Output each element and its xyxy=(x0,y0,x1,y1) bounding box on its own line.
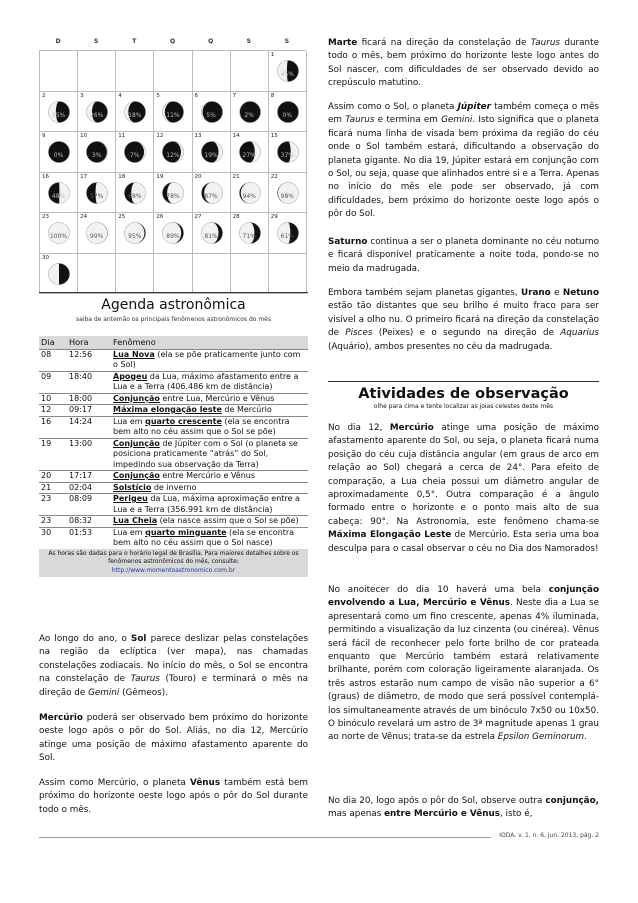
illumination-percent: 94% xyxy=(242,192,256,200)
calendar-day-cell xyxy=(40,213,78,254)
header-fenomeno: Fenômeno xyxy=(111,336,308,349)
weekday-label: S xyxy=(284,38,290,45)
illumination-percent: 45% xyxy=(280,71,294,78)
moon-phase-calendar xyxy=(39,38,306,294)
day-number: 19 xyxy=(156,173,164,180)
event-day: 19 xyxy=(39,438,67,471)
day-number: 12 xyxy=(156,133,164,139)
day-number: 29 xyxy=(270,214,278,220)
table-row xyxy=(39,393,308,405)
table-row xyxy=(39,349,308,371)
elongation-paragraph: No dia 12, Mercúrio atinge uma posição de máximo afastamento aparente do Sol, ou seja, o planeta ficará numa posição do céu cuja distância angular (em graus de arco em relação ao Sol) chegará a cerca de 24°. Para efeito de comparação, a Lua cheia possui um diâmetro angular de aproximadamente 0,5°. Outra comparação é a ângulo formado entre o horizonte e o ponto mais alto de sua cabeça: 90°. Na Astronomia, este fenômeno chama-se Máxima Elongação Leste de Mercúrio. Esta seria uma boa desculpa para o casal observar o céu no Dia dos Namorados! xyxy=(328,423,599,554)
table-row xyxy=(39,438,308,471)
uranus-neptune-paragraph: Embora também sejam planetas gigantes, Urano e Netuno estão tão distantes que seu brilho é muito fraco para ser visível a olho nu. O primeiro ficará na direção da constelação de Pisces (Peixes) e o segundo na direção de Aquarius (Aquário), ambos presentes no céu da madrugada. xyxy=(328,288,600,352)
activities-subtitle: olhe para cima e tente localizar as joias celestes deste mês xyxy=(373,403,554,410)
calendar-day-cell xyxy=(154,254,192,295)
table-row xyxy=(39,371,308,393)
illumination-percent: 61% xyxy=(280,233,294,240)
weekday-label: S xyxy=(94,38,99,45)
conjunction-20-paragraph: No dia 20, logo após o pôr do Sol, observe outra conjunção, mas apenas entre Mercúrio e Vênus, isto é, xyxy=(328,796,599,820)
day-number: 8 xyxy=(270,92,275,99)
jupiter-paragraph: Assim como o Sol, o planeta Júpiter também começa o mês em Taurus e termina em Gemini. Isto significa que o planeta ficará numa linha de visada bem próxima da região do céu onde o Sol também estará, dificultando a observação do planeta gigante. No dia 19, Júpiter estará em conjunção com o Sol, ou seja, quase que alinhados entre si e a Terra. Apenas no início do mês ele pode ser observado, já com dificuldades, bem próximo do horizonte oeste logo após o pôr do Sol. xyxy=(328,102,599,220)
calendar-day-cell xyxy=(193,173,231,214)
event-day: 21 xyxy=(39,482,67,494)
event-day: 10 xyxy=(39,393,67,405)
event-day: 12 xyxy=(39,405,67,417)
illumination-percent: 2% xyxy=(244,111,254,119)
event-description: Solstício de inverno xyxy=(111,482,308,494)
agenda-subtitle: saiba de antemão os principais fenômenos astronômicos do mês xyxy=(75,316,271,323)
day-number: 22 xyxy=(270,173,278,180)
calendar-day-cell xyxy=(154,51,192,92)
calendar-day-cell xyxy=(116,173,154,214)
agenda-title: Agenda astronômica xyxy=(101,297,246,313)
calendar-day-cell xyxy=(78,51,116,92)
day-number: 6 xyxy=(194,92,198,99)
header-hora: Hora xyxy=(67,336,111,349)
mercury-paragraph: Mercúrio poderá ser observado bem próximo do horizonte oeste logo após o pôr do Sol. Aliás, no dia 12, Mercúrio atinge uma posição de máximo afastamento aparente do Sol. xyxy=(39,713,308,764)
illumination-percent: 26% xyxy=(90,111,104,119)
table-row xyxy=(39,527,308,549)
calendar-day-cell xyxy=(116,132,154,173)
activities-title: Atividades de observação xyxy=(358,386,569,402)
calendar-day-cell xyxy=(231,254,269,295)
event-time: 14:24 xyxy=(67,416,111,438)
mars-paragraph: Marte ficará na direção da constelação de Taurus durante todo o mês, bem próximo do horizonte leste logo antes do Sol nascer, com dificuldades de ser observado devido ao crepúsculo matutino. xyxy=(328,38,599,89)
event-description: Lua Nova (ela se põe praticamente junto com o Sol) xyxy=(111,349,308,371)
page-footer xyxy=(39,832,599,839)
illumination-percent: 99% xyxy=(90,233,104,240)
illumination-percent: 68% xyxy=(128,192,142,200)
event-day: 09 xyxy=(39,371,67,393)
day-number: 18 xyxy=(118,173,126,180)
event-time: 12:56 xyxy=(67,349,111,371)
events-table xyxy=(39,336,308,549)
header-dia: Dia xyxy=(39,336,67,349)
event-description: Perigeu da Lua, máxima aproximação entre a Lua e a Terra (356.991 km de distância) xyxy=(111,494,308,516)
illumination-percent: 19% xyxy=(204,152,218,159)
illumination-percent: 7% xyxy=(130,152,140,159)
illumination-percent: 100% xyxy=(49,233,68,240)
calendar-grid xyxy=(39,50,306,294)
event-time: 08:32 xyxy=(67,516,111,528)
day-number: 4 xyxy=(118,92,122,99)
weekday-label: Q xyxy=(208,38,214,45)
day-number: 7 xyxy=(232,92,237,99)
event-time: 18:00 xyxy=(67,393,111,405)
calendar-day-cell xyxy=(269,254,307,295)
footer-citation: IODA, v. 1, n. 6, jun. 2013, pág. 2 xyxy=(499,832,599,839)
day-number: 24 xyxy=(80,214,88,220)
day-number: 5 xyxy=(156,92,160,99)
calendar-day-cell xyxy=(231,92,269,133)
day-number: 25 xyxy=(118,214,126,220)
calendar-day-cell xyxy=(78,92,116,133)
illumination-percent: 0% xyxy=(282,111,293,119)
calendar-day-cell xyxy=(78,132,116,173)
calendar-day-cell xyxy=(269,173,307,214)
event-description: Máxima elongação leste de Mercúrio xyxy=(111,405,308,417)
event-time: 08:09 xyxy=(67,494,111,516)
calendar-day-cell xyxy=(116,51,154,92)
event-day: 30 xyxy=(39,527,67,549)
calendar-day-cell xyxy=(231,213,269,254)
event-time: 02:04 xyxy=(67,482,111,494)
day-number: 11 xyxy=(118,133,126,139)
event-description: Lua em quarto minguante (ela se encontra bem alto no céu assim que o Sol nasce) xyxy=(111,527,308,549)
table-row xyxy=(39,482,308,494)
event-day: 16 xyxy=(39,416,67,438)
day-number: 17 xyxy=(80,173,88,180)
illumination-percent: 48% xyxy=(51,192,66,200)
day-number: 23 xyxy=(42,214,49,220)
calendar-day-cell xyxy=(231,51,269,92)
calendar-day-cell xyxy=(269,51,307,92)
activities-header xyxy=(328,381,599,410)
calendar-day-cell xyxy=(154,92,192,133)
event-day: 08 xyxy=(39,349,67,371)
weekday-label: T xyxy=(132,38,137,45)
calendar-day-cell xyxy=(193,254,231,295)
calendar-day-cell xyxy=(154,213,192,254)
illumination-percent: 5% xyxy=(206,111,216,119)
event-description: Lua Cheia (ela nasce assim que o Sol se põe) xyxy=(111,516,308,528)
day-number: 9 xyxy=(42,133,46,139)
day-number: 13 xyxy=(194,133,202,139)
calendar-day-cell xyxy=(40,132,78,173)
illumination-percent: 12% xyxy=(166,152,180,159)
calendar-day-cell xyxy=(269,213,307,254)
weekday-label: Q xyxy=(169,38,176,45)
calendar-day-cell xyxy=(40,92,78,133)
event-description: Conjunção entre Mercúrio e Vênus xyxy=(111,471,308,483)
illumination-percent: 27% xyxy=(242,152,256,159)
saturn-paragraph: Saturno continua a ser o planeta dominante no céu noturno e ficará disponível praticamente a noite toda, pondo-se no meio da madrugada. xyxy=(328,237,599,274)
calendar-day-cell xyxy=(116,213,154,254)
calendar-day-cell xyxy=(193,132,231,173)
calendar-day-cell xyxy=(193,213,231,254)
illumination-percent: 57% xyxy=(90,192,104,200)
event-time: 01:53 xyxy=(67,527,111,549)
day-number: 28 xyxy=(232,214,240,220)
event-description: Conjunção de Júpiter com o Sol (o planeta se posiciona praticamente “atrás” do Sol, impedindo sua observação da Terra) xyxy=(111,438,308,471)
day-number: 16 xyxy=(42,173,49,180)
calendar-day-cell xyxy=(231,132,269,173)
event-day: 23 xyxy=(39,494,67,516)
illumination-percent: 95% xyxy=(128,233,142,240)
calendar-day-cell xyxy=(193,51,231,92)
illumination-percent: 78% xyxy=(166,192,180,200)
illumination-percent: 98% xyxy=(280,192,294,200)
day-number: 15 xyxy=(270,133,278,139)
event-time: 13:00 xyxy=(67,438,111,471)
illumination-percent: 87% xyxy=(204,192,218,200)
event-description: Lua em quarto crescente (ela se encontra bem alto no céu assim que o Sol se põe) xyxy=(111,416,308,438)
illumination-percent: 81% xyxy=(204,233,218,240)
table-row xyxy=(39,416,308,438)
illumination-percent: 71% xyxy=(242,233,256,240)
calendar-day-cell xyxy=(231,173,269,214)
illumination-percent: 35% xyxy=(51,111,66,119)
calendar-day-cell xyxy=(269,92,307,133)
event-time: 17:17 xyxy=(67,471,111,483)
day-number: 21 xyxy=(232,173,240,180)
illumination-percent: 0% xyxy=(53,152,64,159)
website-link[interactable]: http://www.momentoastronomico.com.br xyxy=(111,566,236,574)
agenda-section xyxy=(39,292,308,577)
table-row xyxy=(39,471,308,483)
moon-phase-icon xyxy=(48,263,70,285)
calendar-day-cell xyxy=(78,213,116,254)
sun-paragraph: Ao longo do ano, o Sol parece deslizar pelas constelações na região da eclíptica (ver mapa), nas chamadas constelações zodiacais. No início do mês, o Sol se encontra na constelação de Taurus (Touro) e terminará o mês na direção de Gemini (Gêmeos). xyxy=(39,634,308,698)
day-number: 20 xyxy=(194,173,202,180)
calendar-day-cell xyxy=(193,92,231,133)
note-text: As horas são dadas para o horário legal de Brasília. Para maiores detalhes sobre os fenômenos astronômicos do mês, consulte: xyxy=(48,549,299,565)
calendar-day-cell xyxy=(154,132,192,173)
calendar-day-cell xyxy=(78,254,116,295)
calendar-day-cell xyxy=(116,254,154,295)
day-number: 2 xyxy=(42,92,46,99)
calendar-day-cell xyxy=(40,51,78,92)
calendar-day-cell xyxy=(78,173,116,214)
day-number: 14 xyxy=(232,133,240,139)
calendar-day-cell xyxy=(116,92,154,133)
illumination-percent: 11% xyxy=(166,111,180,119)
illumination-percent: 18% xyxy=(128,111,142,119)
conjunction-paragraph: No anoitecer do dia 10 haverá uma bela conjunção envolvendo a Lua, Mercúrio e Vênus. Neste dia a Lua se apresentará como um fino crescente, apenas 4% iluminada, permitindo a visualização da luz cinzenta (ou cinérea). Vênus será fácil de reconhecer pelo forte brilho de cor prateada enquanto que Mercúrio também estará relativamente brilhante, porém com coloração ligeiramente alaranjada. Os três astros estarão num campo de visão não superior a 6° (graus) de diâmetro, de modo que será possível contemplá-los simultaneamente através de um binóculo 7x50 ou 10x50. O binóculo revelará um astro de 3ª magnitude apenas 1 grau ao norte de Vênus; trata-se da estrela Epsilon Geminorum. xyxy=(328,585,599,743)
day-number: 27 xyxy=(194,214,202,220)
day-number: 30 xyxy=(42,254,49,261)
event-time: 18:40 xyxy=(67,371,111,393)
calendar-day-cell xyxy=(269,132,307,173)
day-number: 3 xyxy=(80,92,84,99)
illumination-percent: 37% xyxy=(280,152,294,159)
event-day: 23 xyxy=(39,516,67,528)
weekday-header xyxy=(39,38,306,50)
event-description: Apogeu da Lua, máximo afastamento entre a Lua e a Terra (406.486 km de distância) xyxy=(111,371,308,393)
table-row xyxy=(39,494,308,516)
weekday-label: S xyxy=(246,38,251,45)
event-time: 09:17 xyxy=(67,405,111,417)
day-number: 10 xyxy=(80,133,88,139)
calendar-day-cell xyxy=(40,173,78,214)
weekday-label: D xyxy=(55,38,61,45)
day-number: 1 xyxy=(270,52,275,58)
illumination-percent: 3% xyxy=(91,152,102,159)
day-number: 26 xyxy=(156,214,164,220)
illumination-percent: 89% xyxy=(166,233,180,240)
event-description: Conjunção entre Lua, Mercúrio e Vênus xyxy=(111,393,308,405)
venus-paragraph: Assim como Mercúrio, o planeta Vênus também está bem próximo do horizonte oeste logo após o pôr do Sol durante todo o mês. xyxy=(39,778,308,815)
calendar-day-cell xyxy=(154,173,192,214)
agenda-note xyxy=(39,549,308,578)
table-row xyxy=(39,405,308,417)
table-row xyxy=(39,516,308,528)
calendar-day-cell xyxy=(40,254,78,295)
event-day: 20 xyxy=(39,471,67,483)
